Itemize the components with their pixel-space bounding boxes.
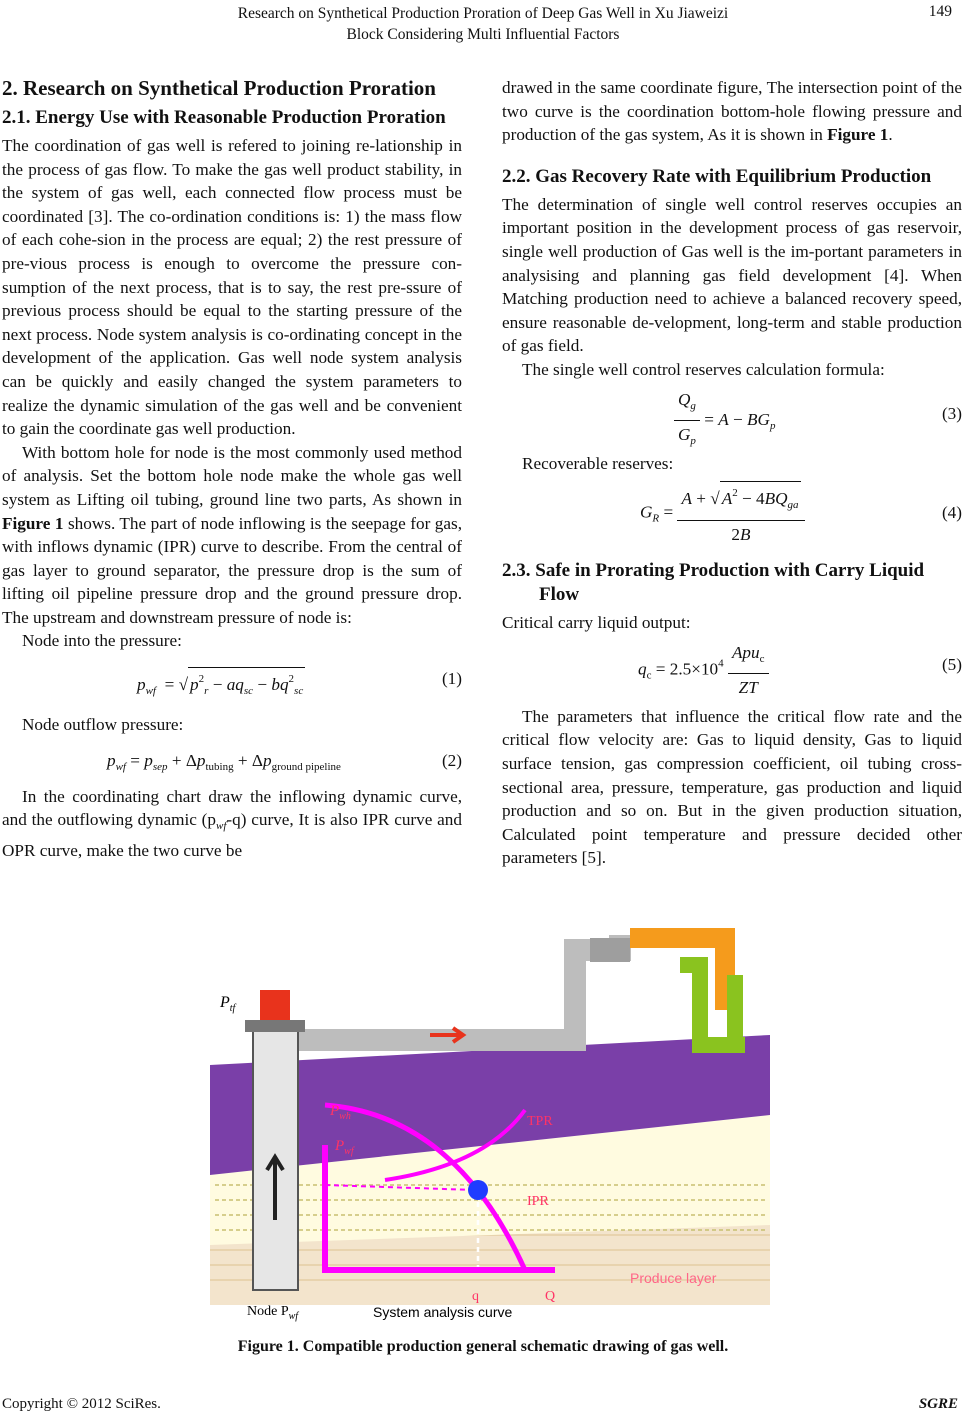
header-title-line2: Block Considering Multi Influential Factors: [346, 26, 620, 43]
paragraph-reserves: The determination of single well control reserves occupies an important position in the development process of gas reservoir, single well production of Gas well is the im-portant parameters in analysising and planning gas field development [4]. When Matching production need to achieve a balanced recovery speed, ensure reasonable de-velopment, long-term and stable production of gas field.: [502, 194, 962, 356]
label-ipr: IPR: [527, 1194, 549, 1209]
label-pwf: $P_{wf}$: [335, 1138, 354, 1157]
subsection-2-2-title: 2.2. Gas Recovery Rate with Equilibrium Production: [502, 165, 932, 187]
figure-ref: Figure 1: [2, 513, 64, 533]
paragraph-coordination: The coordination of gas well is refered to joining re-lationship in the process of gas flow. To make the gas well product stability, in the system of gas well, each connected flow process must be coordinated [3]. The co-ordination conditions is: 1) the mass flow of each cohe-sion in the process are equal; 2) the rest pressure of pre-vious process is enough to overcome the pressure con-sumption of the next process, that is to say, the rest pre-ssure of previous process should be equal to the starting pressure of the next process. Node system analysis is co-ordinating concept in the development of the application. Gas well node system analysis can be quickly and easily changed the system parameters to realize the dynamic simulation of the gas well and be convenient to gain the coordinate gas well production.: [2, 136, 462, 439]
operating-point: [468, 1180, 488, 1200]
para-text: In the coordinating chart draw the inflowing dynamic curve, and the outflowing dynamic (p: [2, 786, 462, 830]
node-outflow-label: Node outflow pressure:: [22, 715, 184, 735]
label-system-analysis: System analysis curve: [373, 1304, 513, 1320]
surface-pipeline: [290, 935, 620, 1040]
copyright: Copyright © 2012 SciRes.: [2, 1396, 161, 1412]
label-pwh: $P_{wh}$: [330, 1103, 351, 1122]
node-into-label: Node into the pressure:: [22, 631, 182, 651]
paragraph-continued: [502, 76, 962, 147]
para-text: drawed in the same coordinate figure, The intersection point of the two curve is the coordination bottom-hole flowing pressure and production of the gas system, As it is shown in: [502, 78, 962, 145]
para-text: With bottom hole for node is the most commonly used method of analysis. Set the bottom hole node make the whole gas well system as Lifting oil tubing, ground line two parts, As shown in: [2, 442, 462, 509]
label-node: Node $P_{wf}$: [247, 1304, 299, 1322]
critical-label: Critical carry liquid output:: [502, 613, 691, 633]
equation-5-number: (5): [941, 654, 962, 674]
wellhead: [245, 1020, 305, 1032]
para-text: .: [888, 125, 893, 145]
label-ptf: $P_{tf}$: [220, 994, 236, 1014]
equation-4: $G_R$ = $\frac{A + √ A^2 - 4BQ_{ga}}{2B}$ (4): [502, 479, 962, 553]
para-text: shows. The part of node inflowing is the seepage for gas, with inflows dynamic (IPR) curve to describe. From the central of gas layer to ground separator, the pressure drop is the sum of lifting oil pipeline pressure drop and the ground pressure drop. The upstream and downstream pressure of node is:: [2, 513, 462, 627]
figure-caption: Figure 1. Compatible production general schematic drawing of gas well.: [237, 1338, 729, 1355]
label-tpr: TPR: [527, 1114, 553, 1129]
equation-2: $p_{wf} = p_{sep} + \Delta p_{tubing} + \Delta p_{ground pipeline}$ (2): [107, 750, 462, 773]
wellhead-valve: [260, 990, 290, 1020]
equation-5: $q_c = 2.5\times 10^4$ $\frac{Apu_c}{ZT}$ (5): [638, 642, 962, 698]
equation-1-number: (1): [441, 669, 462, 689]
equation-3-number: (3): [941, 403, 962, 423]
para-text: -q) curve, It is also IPR curve and OPR curve, make the two curve be: [2, 810, 462, 860]
equation-3: $\frac{Q_g}{G_p}$ = $A - BG_p$ (3): [502, 386, 962, 448]
running-header: [0, 3, 966, 45]
header-title-line1: Research on Synthetical Production Proration of Deep Gas Well in Xu Jiaweizi: [237, 5, 729, 22]
formula-intro: The single well control reserves calculation formula:: [522, 359, 885, 379]
journal-name: SGRE: [918, 1396, 958, 1412]
figure-ref: Figure 1: [827, 125, 889, 145]
para-subscript: wf: [216, 820, 227, 833]
gas-well-schematic: [205, 645, 775, 1325]
equation-4-number: (4): [941, 503, 962, 523]
subsection-2-1-title: 2.1. Energy Use with Reasonable Production Proration: [2, 107, 446, 128]
separator-orange: [630, 938, 725, 1010]
equation-2-number: (2): [441, 750, 462, 770]
equation-1: $p_{wf}$ = √ $p^2_r - aq_{sc} - bq^2_{sc}$ (1): [2, 657, 462, 709]
subsection-2-3-title: 2.3. Safe in Prorating Production with Carry Liquid Flow: [502, 560, 925, 606]
pipe-connector: [590, 938, 630, 962]
label-q-big: Q: [545, 1289, 556, 1304]
paragraph-bottom-hole: [2, 441, 462, 630]
paragraph-parameters: The parameters that influence the critical flow rate and the critical flow velocity are: Gas to liquid density, Gas to liquid surface tension, gas compression coefficient, oil tubing cross-sectional area, pressure, temperature, gas production and liquid production and so on. But in the given production situation, Calculated point temperature and pressure decided other parameters [5].: [502, 706, 962, 868]
page-number: 149: [928, 3, 952, 20]
label-q-small: q: [472, 1289, 479, 1304]
section-title: 2. Research on Synthetical Production Proration: [2, 76, 436, 100]
recoverable-label: Recoverable reserves:: [522, 453, 674, 473]
label-produce-layer: Produce layer: [630, 1270, 717, 1286]
